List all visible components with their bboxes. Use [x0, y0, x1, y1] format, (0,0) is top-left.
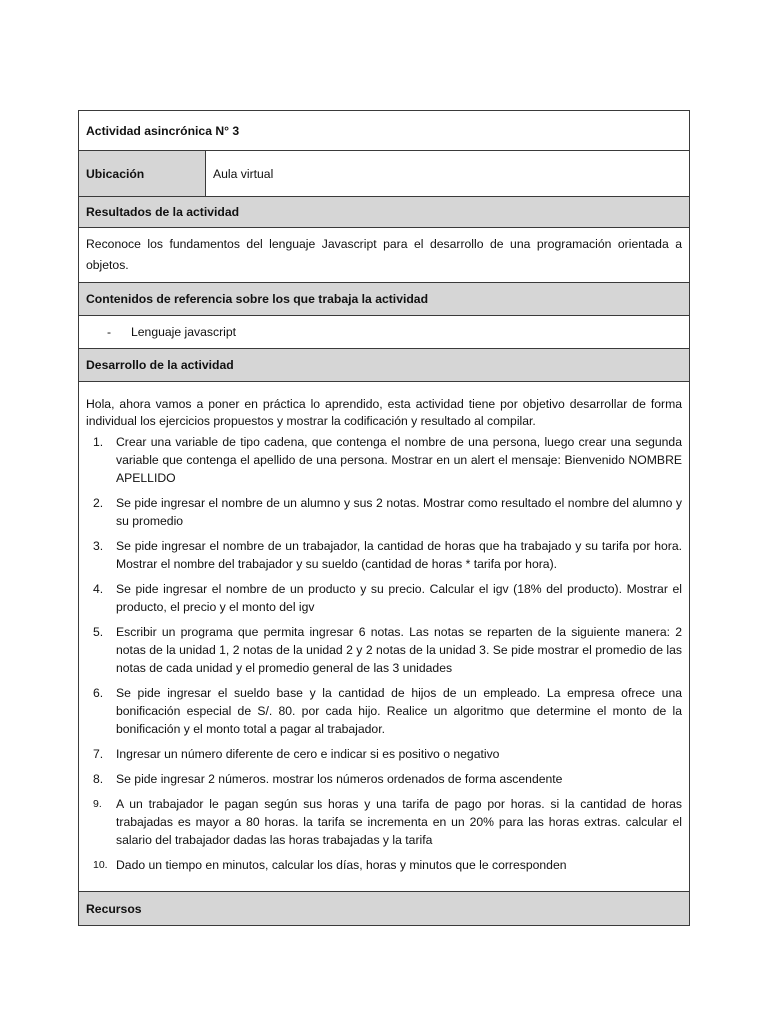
exercise-number: 7.: [93, 747, 104, 761]
exercise-item: [86, 856, 682, 874]
exercise-item: [86, 770, 682, 788]
exercise-number: 2.: [93, 496, 104, 510]
location-row: [79, 151, 689, 197]
exercise-text: Se pide ingresar 2 números. mostrar los números ordenados de forma ascendente: [116, 772, 563, 786]
development-intro: Hola, ahora vamos a poner en práctica lo aprendido, esta actividad tiene por objetivo desarrollar de forma individual los ejercicios propuestos y mostrar la codificación y resultado al compilar.: [86, 397, 682, 428]
exercise-number: 1.: [93, 435, 104, 449]
exercise-item: [86, 537, 682, 573]
exercise-item: [86, 494, 682, 530]
resources-header: Recursos: [79, 892, 689, 925]
exercise-text: Escribir un programa que permita ingresar 6 notas. Las notas se reparten de la siguiente manera: 2 notas de la unidad 1, 2 notas de la unidad 2 y 2 notas de la unidad 3. Se pide mostrar el promedio de las notas de cada unidad y el promedio general de las 3 unidades: [116, 625, 682, 675]
activity-title: Actividad asincrónica N° 3: [79, 111, 689, 151]
exercise-item: [86, 623, 682, 677]
location-value: Aula virtual: [213, 166, 274, 181]
activity-table: [78, 110, 690, 926]
exercise-text: Ingresar un número diferente de cero e indicar si es positivo o negativo: [116, 747, 500, 761]
exercise-text: Se pide ingresar el nombre de un producto y su precio. Calcular el igv (18% del producto). Mostrar el producto, el precio y el monto del igv: [116, 582, 682, 614]
exercise-text: Se pide ingresar el nombre de un trabajador, la cantidad de horas que ha trabajado y su tarifa por hora. Mostrar el nombre del trabajador y su sueldo (cantidad de horas * tarifa por hora).: [116, 539, 682, 571]
exercise-number: 3.: [93, 539, 104, 553]
exercise-number: 9.: [93, 798, 102, 810]
exercise-item: [86, 684, 682, 738]
exercise-text: Se pide ingresar el nombre de un alumno y sus 2 notas. Mostrar como resultado el nombre del alumno y su promedio: [116, 496, 682, 528]
exercise-text: Crear una variable de tipo cadena, que contenga el nombre de una persona, luego crear una segunda variable que contenga el apellido de una persona. Mostrar en un alert el mensaje: Bienvenido NOMBRE APELLIDO: [116, 435, 682, 485]
results-text: Reconoce los fundamentos del lenguaje Javascript para el desarrollo de una programación orientada a objetos.: [79, 228, 689, 283]
exercise-item: [86, 745, 682, 763]
contents-item-label: Lenguaje javascript: [131, 325, 237, 339]
results-header: Resultados de la actividad: [79, 197, 689, 228]
development-header: Desarrollo de la actividad: [79, 349, 689, 382]
exercise-text: Se pide ingresar el sueldo base y la cantidad de hijos de un empleado. La empresa ofrece una bonificación especial de S/. 80. por cada hijo. Realice un algoritmo que determine el monto de la bonificación y el monto total a pagar al trabajador.: [116, 686, 682, 736]
list-dash: -: [107, 325, 112, 339]
location-label: Ubicación: [79, 151, 206, 196]
exercise-number: 4.: [93, 582, 104, 596]
exercise-item: [86, 795, 682, 849]
contents-header: Contenidos de referencia sobre los que trabaja la actividad: [79, 283, 689, 316]
contents-item: [79, 316, 689, 349]
exercise-number: 10.: [93, 859, 108, 871]
development-body: [79, 382, 689, 892]
exercise-number: 5.: [93, 625, 104, 639]
exercise-text: A un trabajador le pagan según sus horas y una tarifa de pago por horas. si la cantidad de horas trabajadas es mayor a 80 horas. la tarifa se incrementa en un 20% para las horas extras. calcular el salario del trabajador dadas las horas trabajadas y la tarifa: [116, 797, 682, 847]
exercise-number: 8.: [93, 772, 104, 786]
exercise-item: [86, 433, 682, 487]
exercise-list: [86, 433, 682, 874]
exercise-text: Dado un tiempo en minutos, calcular los días, horas y minutos que le corresponden: [116, 858, 567, 872]
exercise-item: [86, 580, 682, 616]
exercise-number: 6.: [93, 686, 104, 700]
